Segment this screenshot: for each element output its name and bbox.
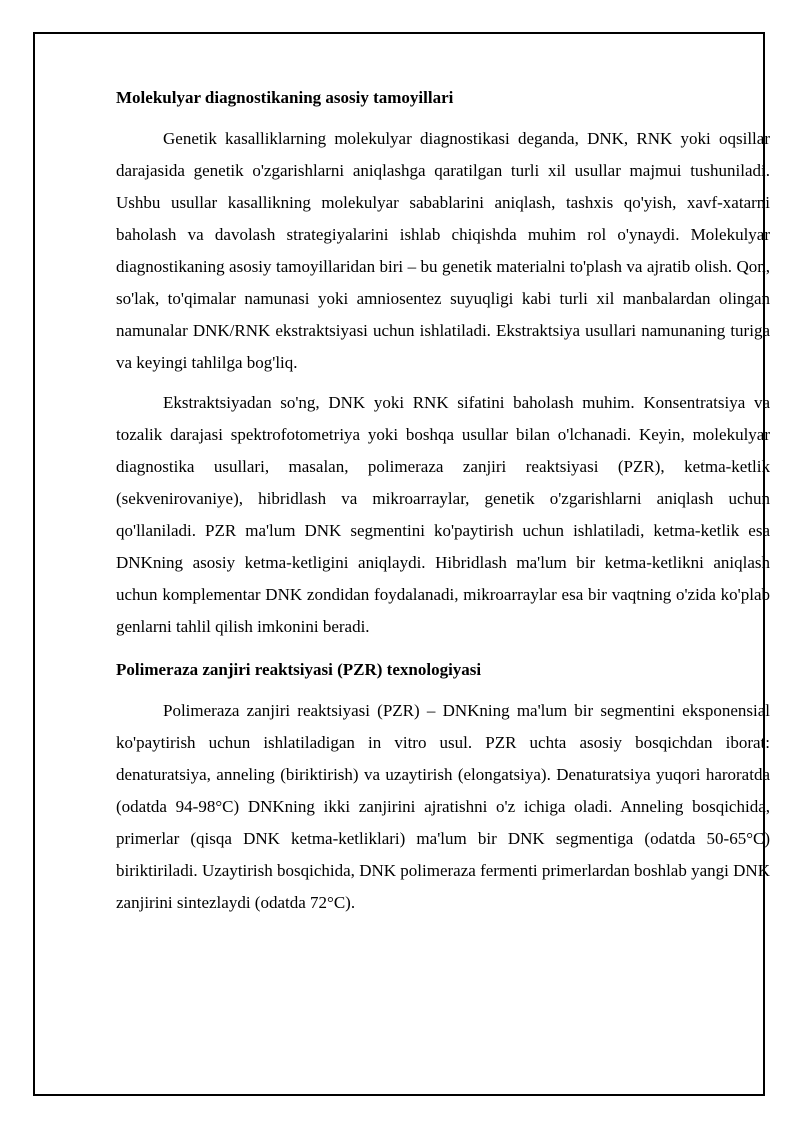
paragraph-extraction-methods: Ekstraktsiyadan so'ng, DNK yoki RNK sifatini baholash muhim. Konsentratsiya va tozalik darajasi spektrofotometriya yoki boshqa usullar bilan o'lchanadi. Keyin, molekulyar diagnostika usullari, masalan, polimeraza zanjiri reaktsiyasi (PZR), ketma-ketlik (sekvenirovaniye), hibridlash va mikroarraylar, genetik o'zgarishlarni aniqlash uchun qo'llaniladi. PZR ma'lum DNK segmentini ko'paytirish uchun ishlatiladi, ketma-ketlik esa DNKning asosiy ketma-ketligini aniqlaydi. Hibridlash ma'lum bir ketma-ketlikni aniqlash uchun komplementar DNK zondidan foydalanadi, mikroarraylar esa bir vaqtning o'zida ko'plab genlarni tahlil qilish imkonini beradi. [116,393,770,636]
paragraph-genetic-diagnostics: Genetik kasalliklarning molekulyar diagnostikasi deganda, DNK, RNK yoki oqsillar darajasida genetik o'zgarishlarni aniqlashga qaratilgan turli xil usullar majmui tushuniladi. Ushbu usullar kasallikning molekulyar sabablarini aniqlash, tashxis qo'yish, xavf-xatarni baholash va davolash strategiyalarini ishlab chiqishda muhim rol o'ynaydi. Molekulyar diagnostikaning asosiy tamoyillaridan biri – bu genetik materialni to'plash va ajratib olish. Qon, so'lak, to'qimalar namunasi yoki amniosentez suyuqligi kabi turli xil manbalardan olingan namunalar DNK/RNK ekstraktsiyasi uchun ishlatiladi. Ekstraktsiya usullari namunaning turiga va keyingi tahlilga bog'liq. [116,129,770,372]
section-spacer [116,651,770,658]
paragraph-pcr-description: Polimeraza zanjiri reaktsiyasi (PZR) – DNKning ma'lum bir segmentini eksponensial ko'paytirish uchun ishlatiladigan in vitro usul. PZR uchta asosiy bosqichdan iborat: denaturatsiya, anneling (biriktirish) va uzaytirish (elongatsiya). Denaturatsiya yuqori haroratda (odatda 94-98°C) DNKning ikki zanjirini ajratishni o'z ichiga oladi. Anneling bosqichida, primerlar (qisqa DNK ketma-ketliklari) ma'lum bir DNK segmentiga (odatda 50-65°C) biriktiriladi. Uzaytirish bosqichida, DNK polimeraza fermenti primerlardan boshlab yangi DNK zanjirini sintezlaydi (odatda 72°C). [116,701,770,912]
document-content [116,86,770,927]
section-heading-molecular-diagnostics: Molekulyar diagnostikaning asosiy tamoyillari [116,88,454,107]
section-heading-pcr-technology: Polimeraza zanjiri reaktsiyasi (PZR) texnologiyasi [116,660,482,679]
